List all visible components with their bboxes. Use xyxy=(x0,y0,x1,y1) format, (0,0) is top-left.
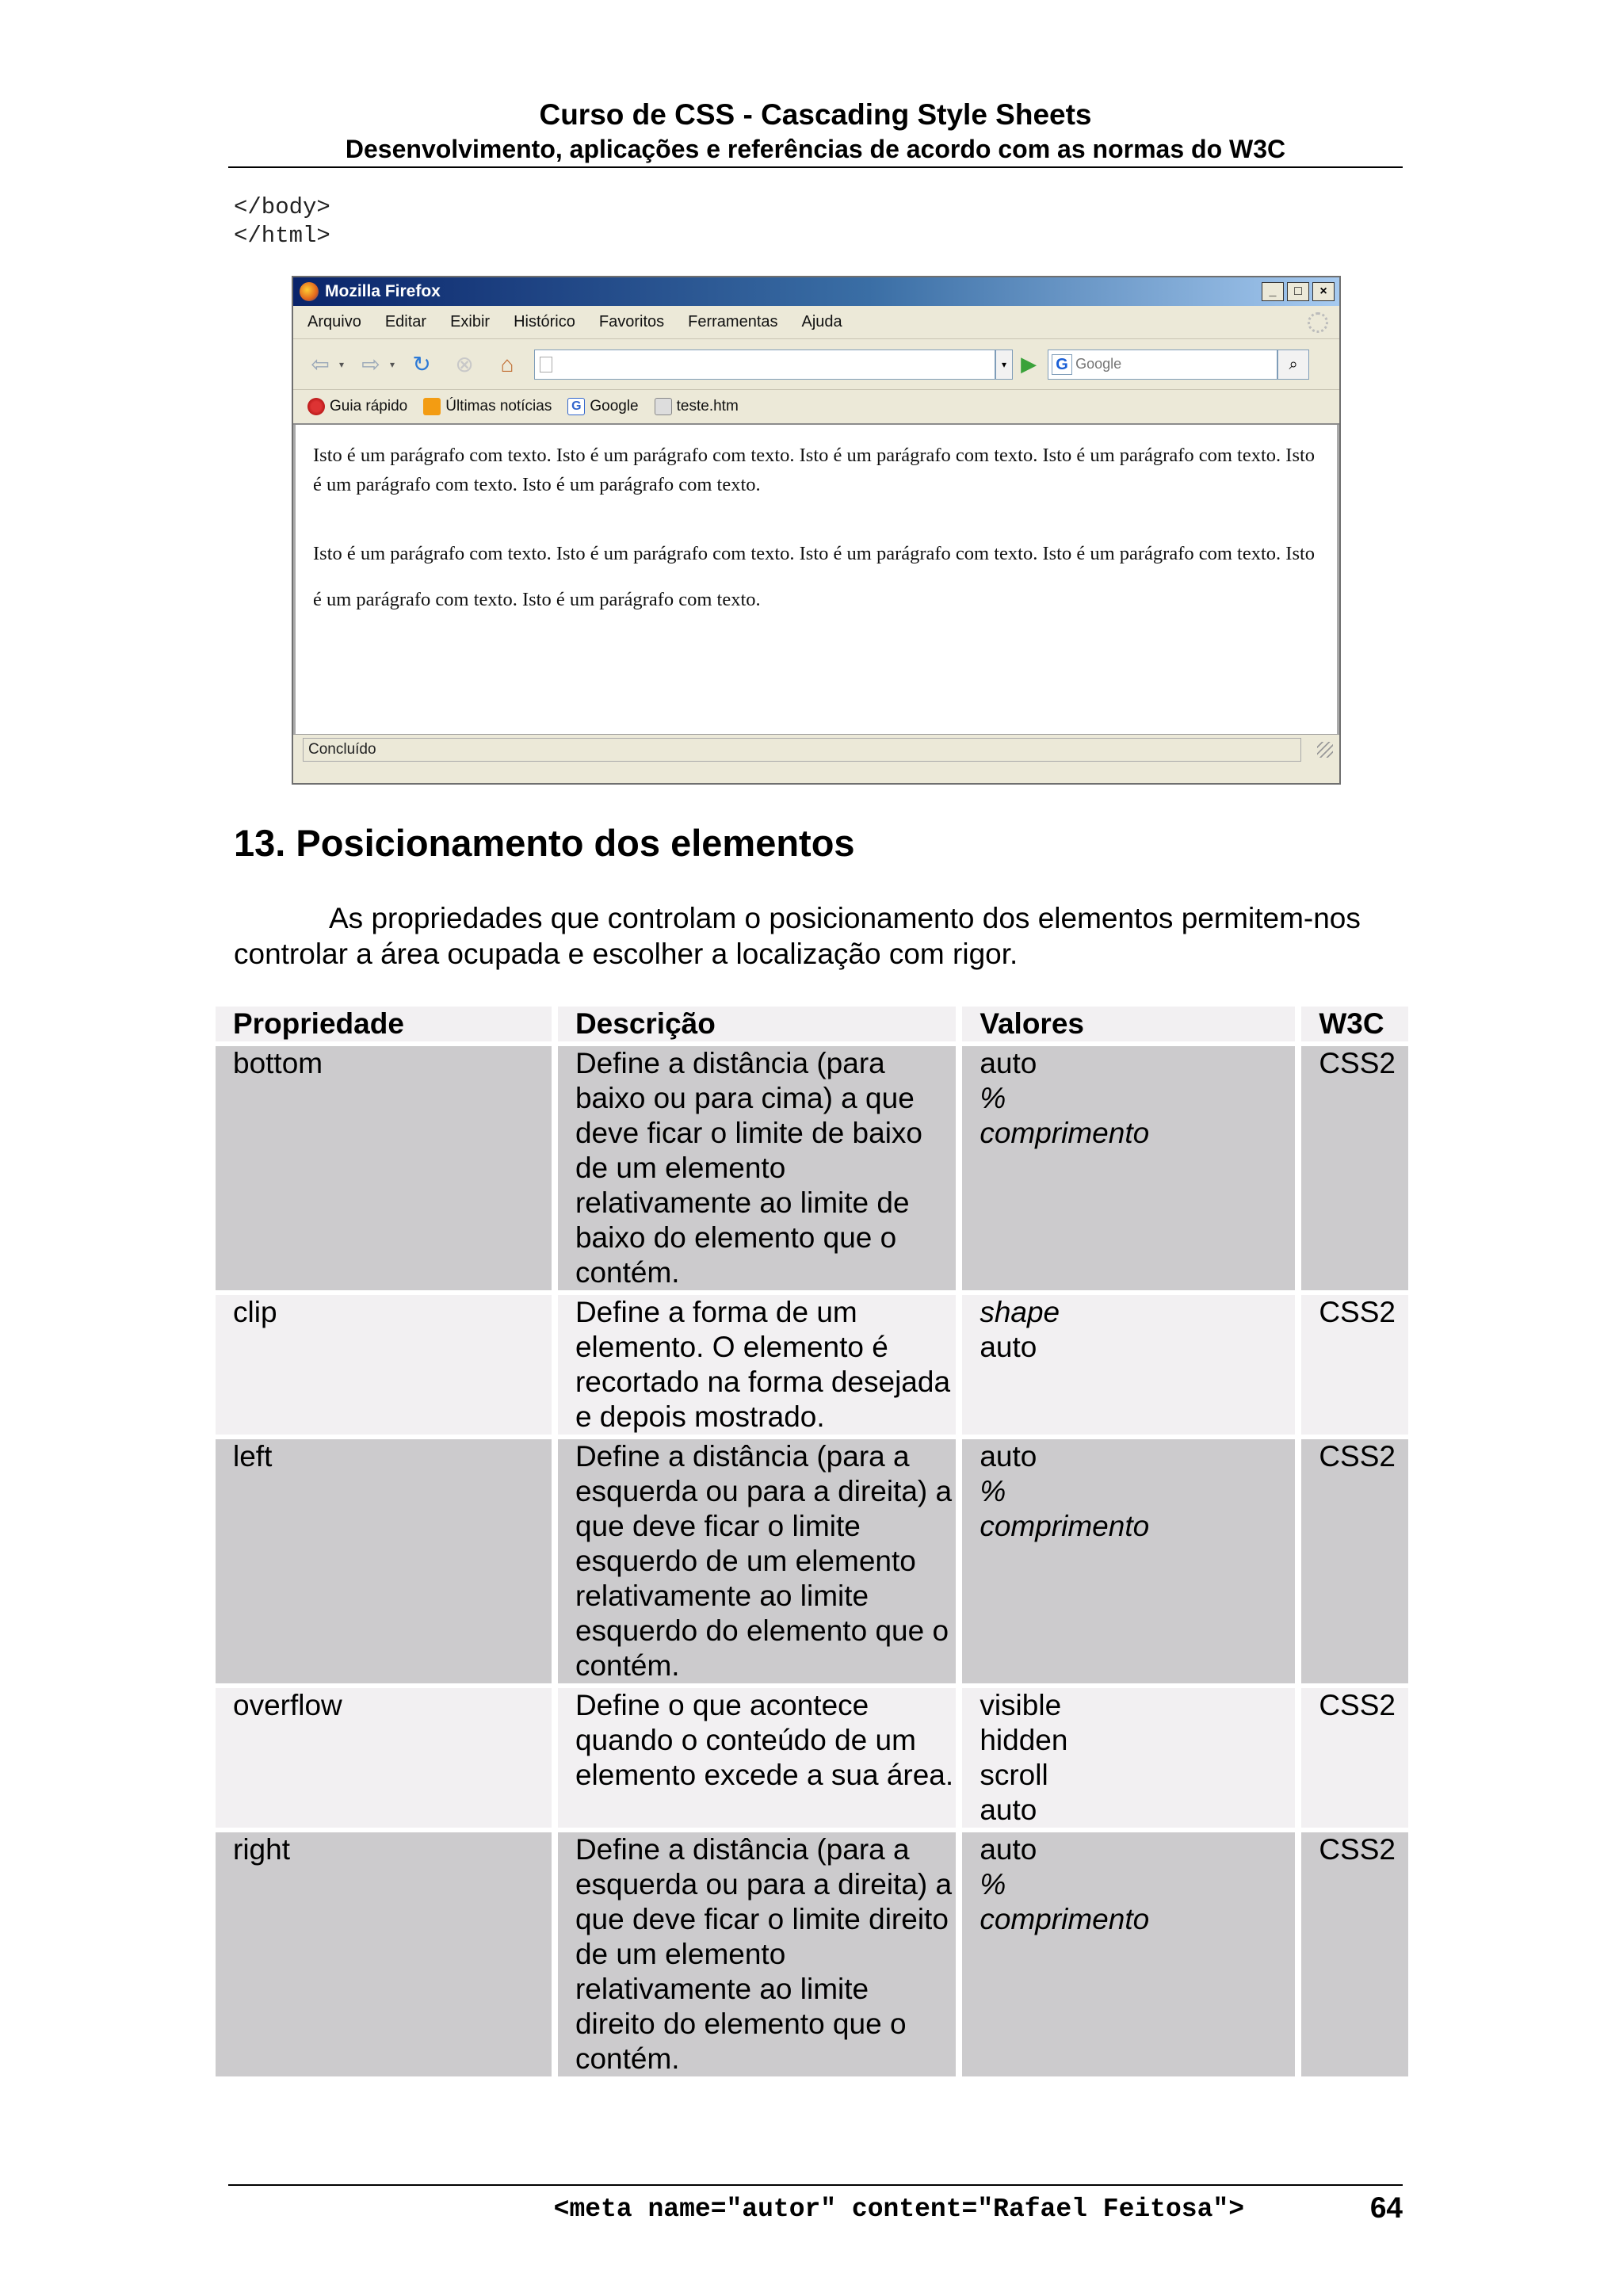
cell-property: right xyxy=(216,1832,552,2076)
footer-meta: <meta name="autor" content="Rafael Feitosa"> xyxy=(553,2195,1244,2224)
page-number: 64 xyxy=(1369,2191,1403,2224)
stop-icon: ⊗ xyxy=(455,351,474,376)
minimize-button[interactable]: _ xyxy=(1262,282,1284,301)
browser-titlebar xyxy=(293,277,1339,306)
bookmark-ultimas-noticias[interactable] xyxy=(423,398,552,415)
magnifier-icon: ⌕ xyxy=(1289,355,1298,373)
window-controls xyxy=(1262,282,1339,301)
cell-values xyxy=(962,1688,1295,1828)
home-icon: ⌂ xyxy=(500,351,514,376)
value-item: auto xyxy=(980,1440,1037,1473)
browser-window xyxy=(292,276,1341,785)
table-row xyxy=(216,1832,1408,2076)
cell-description: Define a distância (para a esquerda ou para a direita) a que deve ficar o limite esquerdo de um elemento relativamente ao limite esquerdo do elemento que o contém. xyxy=(558,1439,956,1683)
navigation-toolbar xyxy=(293,339,1339,390)
header-valores: Valores xyxy=(962,1007,1295,1041)
code-snippet xyxy=(234,193,330,250)
value-item: auto xyxy=(980,1833,1037,1866)
google-search-engine-icon[interactable]: G xyxy=(1052,354,1072,375)
bookmark-teste[interactable] xyxy=(655,398,739,415)
cell-values xyxy=(962,1046,1295,1290)
content-paragraph: Isto é um parágrafo com texto. Isto é um parágrafo com texto. Isto é um parágrafo com texto. Isto é um parágrafo com texto. Isto é um parágrafo com texto. Isto é um parágrafo com texto. xyxy=(313,543,1316,610)
html-file-icon xyxy=(655,398,672,415)
document-title: Curso de CSS - Cascading Style Sheets xyxy=(539,98,1092,131)
menu-item-editar[interactable]: Editar xyxy=(384,313,427,330)
cell-property: left xyxy=(216,1439,552,1683)
value-item: hidden xyxy=(980,1724,1068,1756)
forward-button[interactable] xyxy=(355,349,387,380)
menu-item-arquivo[interactable]: Arquivo xyxy=(307,313,361,330)
chevron-down-icon[interactable]: ▾ xyxy=(339,358,345,370)
cell-property: overflow xyxy=(216,1688,552,1828)
table-row xyxy=(216,1439,1408,1683)
firefox-logo-icon xyxy=(300,282,319,301)
search-button[interactable] xyxy=(1277,350,1309,380)
content-paragraph: Isto é um parágrafo com texto. Isto é um parágrafo com texto. Isto é um parágrafo com texto. Isto é um parágrafo com texto. Isto é um parágrafo com texto. Isto é um parágrafo com texto. xyxy=(313,445,1316,495)
maximize-button[interactable]: □ xyxy=(1287,282,1309,301)
value-item: % xyxy=(980,1868,1006,1901)
menu-item-ferramentas[interactable]: Ferramentas xyxy=(688,313,778,330)
cell-w3c: CSS2 xyxy=(1301,1688,1408,1828)
bookmark-guia-rapido[interactable] xyxy=(307,398,407,415)
cell-description: Define a distância (para a esquerda ou para a direita) a que deve ficar o limite direito de um elemento relativamente ao limite direito do elemento que o contém. xyxy=(558,1832,956,2076)
guia-rapido-icon xyxy=(307,398,325,415)
value-item: comprimento xyxy=(980,1903,1150,1935)
bookmark-google[interactable] xyxy=(567,398,638,415)
code-line: </body> xyxy=(234,194,330,220)
home-button[interactable] xyxy=(491,349,523,380)
header-descricao: Descrição xyxy=(558,1007,956,1041)
header-w3c: W3C xyxy=(1301,1007,1408,1041)
value-item: visible xyxy=(980,1689,1062,1721)
header-rule xyxy=(228,166,1403,168)
properties-table xyxy=(209,1002,1415,2081)
cell-description: Define a forma de um elemento. O elemento é recortado na forma desejada e depois mostrado. xyxy=(558,1295,956,1435)
cell-values xyxy=(962,1295,1295,1435)
intro-paragraph: As propriedades que controlam o posicionamento dos elementos permitem-nos controlar a área ocupada e escolher a localização com rigor. xyxy=(234,902,1361,970)
bookmark-label: Guia rápido xyxy=(330,398,408,415)
resize-grip-icon[interactable] xyxy=(1317,742,1333,758)
page-icon xyxy=(540,357,552,372)
url-input[interactable] xyxy=(534,350,995,380)
search-input[interactable] xyxy=(1075,356,1218,372)
cell-property: clip xyxy=(216,1295,552,1435)
menu-bar xyxy=(293,306,1339,339)
chevron-down-icon[interactable]: ▾ xyxy=(390,358,395,370)
document-header xyxy=(228,97,1403,165)
bookmark-label: Últimas notícias xyxy=(445,398,552,415)
back-button[interactable] xyxy=(304,349,336,380)
header-propriedade: Propriedade xyxy=(216,1007,552,1041)
table-row xyxy=(216,1046,1408,1290)
cell-values xyxy=(962,1832,1295,2076)
value-item: comprimento xyxy=(980,1117,1150,1149)
cell-property: bottom xyxy=(216,1046,552,1290)
cell-values xyxy=(962,1439,1295,1683)
value-item: % xyxy=(980,1082,1006,1114)
cell-description: Define o que acontece quando o conteúdo de um elemento excede a sua área. xyxy=(558,1688,956,1828)
cell-description: Define a distância (para baixo ou para cima) a que deve ficar o limite de baixo de um elemento relativamente ao limite de baixo do elemento que o contém. xyxy=(558,1046,956,1290)
bookmarks-toolbar xyxy=(293,390,1339,425)
table-row xyxy=(216,1688,1408,1828)
value-item: shape xyxy=(980,1296,1060,1328)
value-item: scroll xyxy=(980,1759,1048,1791)
reload-icon: ↻ xyxy=(412,351,431,376)
cell-w3c: CSS2 xyxy=(1301,1832,1408,2076)
go-arrow-icon: ▶ xyxy=(1021,352,1037,376)
forward-arrow-icon: ⇨ xyxy=(361,351,380,376)
section-heading: 13. Posicionamento dos elementos xyxy=(234,822,855,864)
go-button[interactable] xyxy=(1021,352,1037,376)
cell-w3c: CSS2 xyxy=(1301,1046,1408,1290)
stop-button[interactable] xyxy=(449,349,480,380)
google-icon: G xyxy=(567,398,585,415)
menu-item-historico[interactable]: Histórico xyxy=(514,313,575,330)
bookmark-label: Google xyxy=(590,398,639,415)
reload-button[interactable] xyxy=(406,349,437,380)
code-line: </html> xyxy=(234,223,330,249)
value-item: auto xyxy=(980,1331,1037,1363)
value-item: % xyxy=(980,1475,1006,1507)
table-row xyxy=(216,1295,1408,1435)
browser-content-area xyxy=(293,425,1339,734)
status-text: Concluído xyxy=(303,738,1301,762)
menu-item-ajuda[interactable]: Ajuda xyxy=(801,313,842,330)
footer-rule xyxy=(228,2184,1403,2186)
menu-item-favoritos[interactable]: Favoritos xyxy=(598,313,665,330)
browser-title: Mozilla Firefox xyxy=(325,282,441,300)
value-item: auto xyxy=(980,1794,1037,1826)
search-box xyxy=(1048,350,1277,380)
back-arrow-icon: ⇦ xyxy=(311,351,330,376)
document-subtitle: Desenvolvimento, aplicações e referências de acordo com as normas do W3C xyxy=(345,135,1286,163)
menu-item-exibir[interactable]: Exibir xyxy=(450,313,491,330)
rss-feed-icon xyxy=(423,398,441,415)
value-item: auto xyxy=(980,1047,1037,1079)
cell-w3c: CSS2 xyxy=(1301,1295,1408,1435)
throbber-icon xyxy=(1308,312,1328,333)
url-dropdown-button[interactable]: ▾ xyxy=(995,350,1013,380)
table-body xyxy=(216,1046,1408,2076)
bookmark-label: teste.htm xyxy=(676,398,739,415)
table-header-row xyxy=(216,1007,1408,1041)
value-item: comprimento xyxy=(980,1510,1150,1542)
close-button[interactable]: × xyxy=(1312,282,1335,301)
cell-w3c: CSS2 xyxy=(1301,1439,1408,1683)
status-bar xyxy=(293,734,1339,764)
